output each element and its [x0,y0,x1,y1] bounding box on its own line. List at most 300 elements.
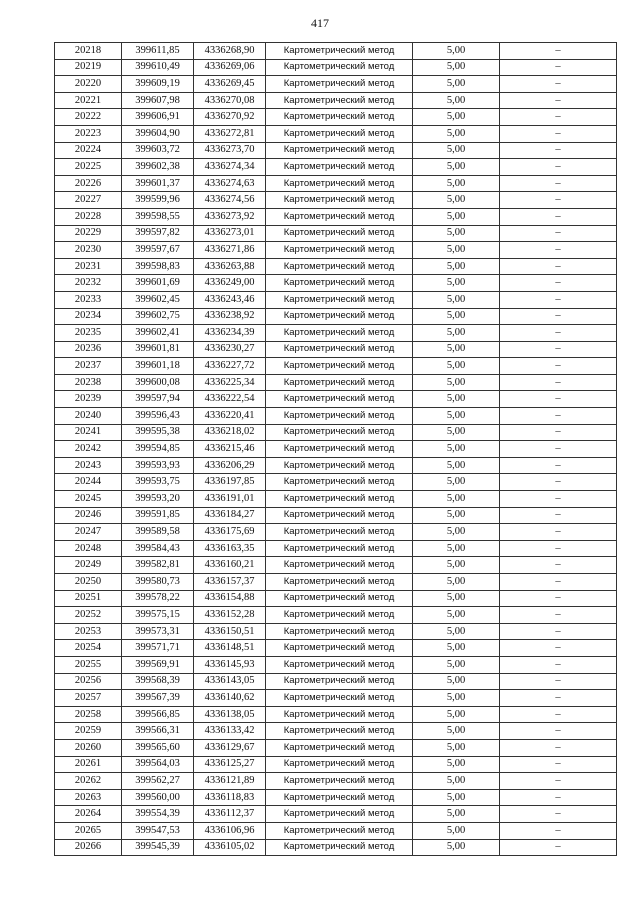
point-number-cell: 20241 [55,424,122,441]
note-cell: – [500,258,617,275]
note-cell: – [500,789,617,806]
y-coordinate-cell: 4336271,86 [194,242,266,259]
y-coordinate-cell: 4336125,27 [194,756,266,773]
point-number-cell: 20235 [55,325,122,342]
note-cell: – [500,59,617,76]
x-coordinate-cell: 399594,85 [122,441,194,458]
accuracy-cell: 5,00 [413,574,500,591]
y-coordinate-cell: 4336230,27 [194,341,266,358]
accuracy-cell: 5,00 [413,374,500,391]
accuracy-cell: 5,00 [413,175,500,192]
method-cell: Картометрический метод [266,690,413,707]
y-coordinate-cell: 4336191,01 [194,491,266,508]
point-number-cell: 20258 [55,706,122,723]
table-row [55,806,617,823]
point-number-cell: 20247 [55,524,122,541]
table-row [55,507,617,524]
point-number-cell: 20245 [55,491,122,508]
point-number-cell: 20233 [55,291,122,308]
note-cell: – [500,690,617,707]
point-number-cell: 20219 [55,59,122,76]
table-row [55,441,617,458]
accuracy-cell: 5,00 [413,706,500,723]
point-number-cell: 20263 [55,789,122,806]
accuracy-cell: 5,00 [413,656,500,673]
accuracy-cell: 5,00 [413,739,500,756]
x-coordinate-cell: 399601,18 [122,358,194,375]
x-coordinate-cell: 399565,60 [122,739,194,756]
note-cell: – [500,607,617,624]
table-row [55,540,617,557]
note-cell: – [500,424,617,441]
y-coordinate-cell: 4336118,83 [194,789,266,806]
accuracy-cell: 5,00 [413,789,500,806]
method-cell: Картометрический метод [266,540,413,557]
table-row [55,706,617,723]
point-number-cell: 20257 [55,690,122,707]
x-coordinate-cell: 399562,27 [122,773,194,790]
method-cell: Картометрический метод [266,789,413,806]
method-cell: Картометрический метод [266,822,413,839]
x-coordinate-cell: 399601,81 [122,341,194,358]
accuracy-cell: 5,00 [413,524,500,541]
accuracy-cell: 5,00 [413,125,500,142]
note-cell: – [500,574,617,591]
method-cell: Картометрический метод [266,142,413,159]
method-cell: Картометрический метод [266,723,413,740]
y-coordinate-cell: 4336269,45 [194,76,266,93]
accuracy-cell: 5,00 [413,590,500,607]
accuracy-cell: 5,00 [413,291,500,308]
x-coordinate-cell: 399593,75 [122,474,194,491]
point-number-cell: 20225 [55,159,122,176]
y-coordinate-cell: 4336249,00 [194,275,266,292]
y-coordinate-cell: 4336157,37 [194,574,266,591]
y-coordinate-cell: 4336273,92 [194,208,266,225]
y-coordinate-cell: 4336270,08 [194,92,266,109]
table-row [55,142,617,159]
point-number-cell: 20252 [55,607,122,624]
accuracy-cell: 5,00 [413,673,500,690]
accuracy-cell: 5,00 [413,773,500,790]
table-row [55,125,617,142]
point-number-cell: 20236 [55,341,122,358]
y-coordinate-cell: 4336143,05 [194,673,266,690]
table-row [55,491,617,508]
point-number-cell: 20232 [55,275,122,292]
method-cell: Картометрический метод [266,607,413,624]
accuracy-cell: 5,00 [413,76,500,93]
accuracy-cell: 5,00 [413,690,500,707]
point-number-cell: 20260 [55,739,122,756]
accuracy-cell: 5,00 [413,159,500,176]
x-coordinate-cell: 399575,15 [122,607,194,624]
x-coordinate-cell: 399554,39 [122,806,194,823]
accuracy-cell: 5,00 [413,491,500,508]
accuracy-cell: 5,00 [413,225,500,242]
x-coordinate-cell: 399582,81 [122,557,194,574]
method-cell: Картометрический метод [266,673,413,690]
method-cell: Картометрический метод [266,159,413,176]
x-coordinate-cell: 399560,00 [122,789,194,806]
accuracy-cell: 5,00 [413,275,500,292]
note-cell: – [500,325,617,342]
accuracy-cell: 5,00 [413,325,500,342]
point-number-cell: 20255 [55,656,122,673]
accuracy-cell: 5,00 [413,192,500,209]
accuracy-cell: 5,00 [413,607,500,624]
page-number: 417 [311,16,329,30]
point-number-cell: 20239 [55,391,122,408]
point-number-cell: 20229 [55,225,122,242]
method-cell: Картометрический метод [266,773,413,790]
y-coordinate-cell: 4336129,67 [194,739,266,756]
method-cell: Картометрический метод [266,640,413,657]
point-number-cell: 20264 [55,806,122,823]
y-coordinate-cell: 4336263,88 [194,258,266,275]
table-row [55,640,617,657]
y-coordinate-cell: 4336152,28 [194,607,266,624]
accuracy-cell: 5,00 [413,258,500,275]
note-cell: – [500,109,617,126]
note-cell: – [500,225,617,242]
y-coordinate-cell: 4336121,89 [194,773,266,790]
point-number-cell: 20223 [55,125,122,142]
point-number-cell: 20222 [55,109,122,126]
x-coordinate-cell: 399578,22 [122,590,194,607]
method-cell: Картометрический метод [266,76,413,93]
accuracy-cell: 5,00 [413,557,500,574]
table-row [55,159,617,176]
y-coordinate-cell: 4336227,72 [194,358,266,375]
note-cell: – [500,839,617,856]
table-row [55,391,617,408]
table-row [55,291,617,308]
accuracy-cell: 5,00 [413,408,500,425]
y-coordinate-cell: 4336138,05 [194,706,266,723]
accuracy-cell: 5,00 [413,457,500,474]
point-number-cell: 20224 [55,142,122,159]
x-coordinate-cell: 399567,39 [122,690,194,707]
accuracy-cell: 5,00 [413,839,500,856]
accuracy-cell: 5,00 [413,723,500,740]
x-coordinate-cell: 399606,91 [122,109,194,126]
method-cell: Картометрический метод [266,291,413,308]
accuracy-cell: 5,00 [413,59,500,76]
note-cell: – [500,540,617,557]
method-cell: Картометрический метод [266,806,413,823]
x-coordinate-cell: 399569,91 [122,656,194,673]
method-cell: Картометрический метод [266,590,413,607]
x-coordinate-cell: 399598,83 [122,258,194,275]
x-coordinate-cell: 399591,85 [122,507,194,524]
x-coordinate-cell: 399598,55 [122,208,194,225]
note-cell: – [500,358,617,375]
note-cell: – [500,341,617,358]
point-number-cell: 20242 [55,441,122,458]
note-cell: – [500,208,617,225]
table-row [55,275,617,292]
note-cell: – [500,142,617,159]
table-row [55,43,617,60]
note-cell: – [500,175,617,192]
note-cell: – [500,275,617,292]
point-number-cell: 20234 [55,308,122,325]
x-coordinate-cell: 399611,85 [122,43,194,60]
table-row [55,59,617,76]
method-cell: Картометрический метод [266,739,413,756]
y-coordinate-cell: 4336272,81 [194,125,266,142]
y-coordinate-cell: 4336148,51 [194,640,266,657]
method-cell: Картометрический метод [266,574,413,591]
accuracy-cell: 5,00 [413,474,500,491]
point-number-cell: 20248 [55,540,122,557]
note-cell: – [500,457,617,474]
x-coordinate-cell: 399545,39 [122,839,194,856]
y-coordinate-cell: 4336238,92 [194,308,266,325]
table-row [55,474,617,491]
table-row [55,341,617,358]
note-cell: – [500,374,617,391]
method-cell: Картометрический метод [266,457,413,474]
accuracy-cell: 5,00 [413,142,500,159]
table-row [55,109,617,126]
method-cell: Картометрический метод [266,92,413,109]
x-coordinate-cell: 399610,49 [122,59,194,76]
note-cell: – [500,773,617,790]
x-coordinate-cell: 399571,71 [122,640,194,657]
x-coordinate-cell: 399568,39 [122,673,194,690]
y-coordinate-cell: 4336160,21 [194,557,266,574]
point-number-cell: 20259 [55,723,122,740]
method-cell: Картометрический метод [266,623,413,640]
note-cell: – [500,408,617,425]
note-cell: – [500,557,617,574]
method-cell: Картометрический метод [266,706,413,723]
y-coordinate-cell: 4336105,02 [194,839,266,856]
table-row [55,175,617,192]
x-coordinate-cell: 399593,93 [122,457,194,474]
table-row [55,308,617,325]
x-coordinate-cell: 399566,85 [122,706,194,723]
y-coordinate-cell: 4336220,41 [194,408,266,425]
method-cell: Картометрический метод [266,225,413,242]
table-row [55,822,617,839]
point-number-cell: 20228 [55,208,122,225]
x-coordinate-cell: 399602,41 [122,325,194,342]
y-coordinate-cell: 4336150,51 [194,623,266,640]
method-cell: Картометрический метод [266,839,413,856]
note-cell: – [500,159,617,176]
point-number-cell: 20251 [55,590,122,607]
y-coordinate-cell: 4336269,06 [194,59,266,76]
note-cell: – [500,656,617,673]
note-cell: – [500,125,617,142]
method-cell: Картометрический метод [266,242,413,259]
accuracy-cell: 5,00 [413,341,500,358]
accuracy-cell: 5,00 [413,822,500,839]
method-cell: Картометрический метод [266,175,413,192]
y-coordinate-cell: 4336268,90 [194,43,266,60]
point-number-cell: 20230 [55,242,122,259]
accuracy-cell: 5,00 [413,540,500,557]
note-cell: – [500,623,617,640]
table-row [55,524,617,541]
accuracy-cell: 5,00 [413,806,500,823]
y-coordinate-cell: 4336106,96 [194,822,266,839]
method-cell: Картометрический метод [266,208,413,225]
table-row [55,557,617,574]
table-row [55,208,617,225]
y-coordinate-cell: 4336270,92 [194,109,266,126]
note-cell: – [500,706,617,723]
note-cell: – [500,806,617,823]
method-cell: Картометрический метод [266,656,413,673]
table-row [55,673,617,690]
point-number-cell: 20226 [55,175,122,192]
accuracy-cell: 5,00 [413,507,500,524]
y-coordinate-cell: 4336112,37 [194,806,266,823]
x-coordinate-cell: 399607,98 [122,92,194,109]
x-coordinate-cell: 399596,43 [122,408,194,425]
y-coordinate-cell: 4336145,93 [194,656,266,673]
table-row [55,756,617,773]
accuracy-cell: 5,00 [413,756,500,773]
table-row [55,408,617,425]
accuracy-cell: 5,00 [413,308,500,325]
accuracy-cell: 5,00 [413,441,500,458]
point-number-cell: 20254 [55,640,122,657]
y-coordinate-cell: 4336225,34 [194,374,266,391]
point-number-cell: 20256 [55,673,122,690]
method-cell: Картометрический метод [266,507,413,524]
point-number-cell: 20266 [55,839,122,856]
note-cell: – [500,756,617,773]
note-cell: – [500,640,617,657]
method-cell: Картометрический метод [266,424,413,441]
point-number-cell: 20221 [55,92,122,109]
table-row [55,607,617,624]
table-row [55,242,617,259]
x-coordinate-cell: 399580,73 [122,574,194,591]
x-coordinate-cell: 399599,96 [122,192,194,209]
method-cell: Картометрический метод [266,474,413,491]
x-coordinate-cell: 399564,03 [122,756,194,773]
table-row [55,92,617,109]
y-coordinate-cell: 4336243,46 [194,291,266,308]
method-cell: Картометрический метод [266,109,413,126]
note-cell: – [500,192,617,209]
point-number-cell: 20244 [55,474,122,491]
table-row [55,258,617,275]
table-row [55,574,617,591]
x-coordinate-cell: 399604,90 [122,125,194,142]
x-coordinate-cell: 399600,08 [122,374,194,391]
y-coordinate-cell: 4336218,02 [194,424,266,441]
method-cell: Картометрический метод [266,59,413,76]
table-row [55,739,617,756]
y-coordinate-cell: 4336206,29 [194,457,266,474]
y-coordinate-cell: 4336222,54 [194,391,266,408]
x-coordinate-cell: 399573,31 [122,623,194,640]
x-coordinate-cell: 399597,67 [122,242,194,259]
note-cell: – [500,242,617,259]
y-coordinate-cell: 4336163,35 [194,540,266,557]
note-cell: – [500,474,617,491]
point-number-cell: 20246 [55,507,122,524]
coordinates-table [54,42,617,856]
method-cell: Картометрический метод [266,341,413,358]
method-cell: Картометрический метод [266,524,413,541]
x-coordinate-cell: 399584,43 [122,540,194,557]
note-cell: – [500,822,617,839]
table-row [55,76,617,93]
table-row [55,723,617,740]
y-coordinate-cell: 4336273,01 [194,225,266,242]
method-cell: Картометрический метод [266,756,413,773]
y-coordinate-cell: 4336133,42 [194,723,266,740]
y-coordinate-cell: 4336175,69 [194,524,266,541]
table-row [55,590,617,607]
method-cell: Картометрический метод [266,491,413,508]
note-cell: – [500,491,617,508]
note-cell: – [500,441,617,458]
method-cell: Картометрический метод [266,275,413,292]
table-row [55,325,617,342]
point-number-cell: 20238 [55,374,122,391]
y-coordinate-cell: 4336273,70 [194,142,266,159]
accuracy-cell: 5,00 [413,242,500,259]
point-number-cell: 20240 [55,408,122,425]
x-coordinate-cell: 399603,72 [122,142,194,159]
x-coordinate-cell: 399597,94 [122,391,194,408]
accuracy-cell: 5,00 [413,391,500,408]
table-row [55,374,617,391]
accuracy-cell: 5,00 [413,358,500,375]
method-cell: Картометрический метод [266,391,413,408]
x-coordinate-cell: 399601,37 [122,175,194,192]
note-cell: – [500,43,617,60]
x-coordinate-cell: 399589,58 [122,524,194,541]
point-number-cell: 20265 [55,822,122,839]
note-cell: – [500,739,617,756]
table-row [55,623,617,640]
point-number-cell: 20218 [55,43,122,60]
y-coordinate-cell: 4336184,27 [194,507,266,524]
x-coordinate-cell: 399547,53 [122,822,194,839]
method-cell: Картометрический метод [266,557,413,574]
y-coordinate-cell: 4336274,56 [194,192,266,209]
y-coordinate-cell: 4336154,88 [194,590,266,607]
x-coordinate-cell: 399602,45 [122,291,194,308]
note-cell: – [500,673,617,690]
table-row [55,358,617,375]
method-cell: Картометрический метод [266,374,413,391]
y-coordinate-cell: 4336274,63 [194,175,266,192]
table-body [55,43,617,856]
x-coordinate-cell: 399609,19 [122,76,194,93]
table-row [55,773,617,790]
point-number-cell: 20262 [55,773,122,790]
note-cell: – [500,590,617,607]
accuracy-cell: 5,00 [413,623,500,640]
y-coordinate-cell: 4336197,85 [194,474,266,491]
table-row [55,789,617,806]
y-coordinate-cell: 4336274,34 [194,159,266,176]
point-number-cell: 20243 [55,457,122,474]
table-row [55,192,617,209]
note-cell: – [500,76,617,93]
